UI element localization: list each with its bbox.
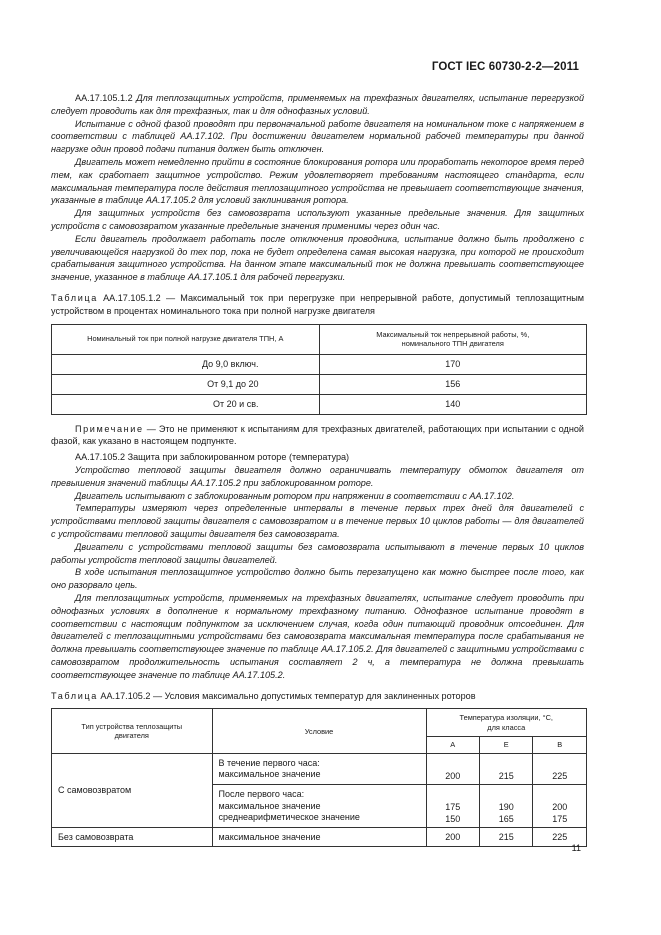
header-cell (319, 324, 587, 354)
value: 175 (445, 802, 461, 813)
value-cell (533, 785, 587, 828)
value-cell: 140 (319, 394, 587, 414)
note-text: — Это не применяют к испытаниям для трехфазных двигателей, работающих при испытании с одной фазой, как указано в настоящем подпункте. (51, 423, 584, 447)
paragraph: Испытание с одной фазой проводят при первоначальной работе двигателя на номинальном токе с напряжением в соответствии с таблицей АА.17.102. При достижении двигателем нормальной рабочей температуры при данной нагрузке один провод подачи питания должен быть отключен. (51, 118, 584, 155)
condition-cell: максимальное значение (212, 828, 426, 847)
header-line: Тип устройства теплозащиты (81, 721, 183, 731)
value-cell: 225 (533, 828, 587, 847)
header-cell (52, 709, 213, 754)
header-line: Максимальный ток непрерывной работы, %, (376, 329, 530, 339)
value-cell (479, 785, 532, 828)
value: 165 (498, 813, 514, 824)
condition-cell (212, 785, 426, 828)
table-row (52, 828, 587, 847)
table2-caption (51, 690, 584, 703)
cond-line: максимальное значение (218, 800, 321, 811)
paragraph: Устройство тепловой защиты двигателя должно ограничивать температуру обмоток двигателя от превышения значений таблицы АА.17.105.2 при заблокированном роторе. (51, 464, 584, 488)
paragraph: Для теплозащитных устройств, применяемых на трехфазных двигателях, испытание следует проводить при однофазных условиях в дополнение к нормальному трехфазному питанию. Однофазное испытание проводят в соответствии с настоящим подпунктом за исключением случая, когда один питающий проводник отсоединен. Для двигателей с теплозащитными устройствами без самовозврата максимальная температура после срабатывания не должна превышать соответствующее значение по таблице АА.17.105.2. Для двигателей с защитными устройствами с самовозвратом продолжительность испытания составляет 2 ч, а температура не должна превышать соответствующее значение по таблице АА.17.105.2. (51, 592, 584, 680)
class-e-header: E (479, 736, 532, 753)
header-line: Температура изоляции, °С, (459, 713, 553, 723)
header-line: двигателя (114, 731, 149, 741)
paragraph: Температуры измеряют через определенные интервалы в течение первых трех дней для двигателей с устройствами тепловой защиты двигателя с самовозвратом и в течение первых 10 циклов работы — для двигателей с устройствами тепловой защиты двигателя без самовозврата. (51, 503, 584, 539)
value-cell: 200 (426, 754, 479, 785)
cond-line: максимальное значение (218, 769, 321, 780)
table-header-row (52, 709, 587, 737)
table-row (52, 394, 587, 414)
table-row (52, 354, 587, 374)
class-b-header: B (533, 736, 587, 753)
note-label: Примечание (75, 423, 144, 434)
value: 200 (552, 802, 568, 813)
table-note (51, 423, 584, 449)
caption-text: АА.17.105.2 — Условия максимально допустимых температур для заклиненных роторов (100, 691, 476, 702)
value-cell: 156 (319, 374, 587, 394)
table-word: Таблица (51, 292, 98, 303)
header-cell: Условие (212, 709, 426, 754)
range-cell: До 9,0 включ. (52, 354, 320, 374)
cond-line: После первого часа: (218, 789, 305, 800)
caption-text: АА.17.105.1.2 — Максимальный ток при перегрузке при непрерывной работе, допустимый теплозащитным устройством в процентах номинального тока при полной нагрузке двигателя (51, 292, 584, 316)
value-cell: 170 (319, 354, 587, 374)
paragraph: Если двигатель продолжает работать после отключения проводника, испытание должно быть продолжено с увеличивающейся нагрузкой до тех пор, пока не будет определена самая высокая нагрузка, при которой не происходит срабатывания защитного устройства. На данном этапе максимальный ток не должна превышать соответствующее значение, указанное в таблице АА.17.105.1 для рабочей перегрузки. (51, 233, 584, 283)
header-line: номинального ТПН двигателя (401, 339, 504, 349)
clause-number: АА.17.105.1.2 (75, 93, 133, 103)
table-row (52, 754, 587, 785)
class-a-header: A (426, 736, 479, 753)
header-cell: Номинальный ток при полной нагрузке двигателя ТПН, А (52, 324, 320, 354)
value-cell: 200 (426, 828, 479, 847)
paragraph: Двигатель испытывают с заблокированным ротором при напряжении в соответствии с АА.17.102. (75, 490, 515, 501)
header-cell (426, 709, 587, 737)
table-header-row (52, 324, 587, 354)
header-line: для класса (487, 722, 526, 732)
table-max-current (51, 324, 587, 415)
paragraph: Двигатели с устройствами тепловой защиты без самовозврата испытывают в течение первых 10 циклов работы устройств тепловой защиты двигателей. (51, 541, 584, 565)
cond-line: В течение первого часа: (218, 757, 320, 768)
cond-line: среднеарифметическое значение (218, 812, 360, 823)
value-cell: 215 (479, 828, 532, 847)
paragraph (51, 92, 584, 118)
range-cell: От 9,1 до 20 (52, 374, 320, 394)
section-heading: АА.17.105.2 Защита при заблокированном роторе (температура) (75, 452, 350, 463)
paragraph: В ходе испытания теплозащитное устройство должно быть перезапущено как можно быстрее после того, как оно разорвало цепь. (51, 567, 584, 591)
paragraph: Двигатель может немедленно прийти в состояние блокирования ротора или проработать некоторое время перед тем, как сработает защитное устройство. Режим удовлетворяет требованиям настоящего стандарта, если максимальная температура после действия теплозащитного устройства не превышает соответствующие значения, указанные в таблице АА.17.105.2 для условий заклинивания ротора. (51, 156, 584, 206)
range-cell: От 20 и св. (52, 394, 320, 414)
condition-cell (212, 754, 426, 785)
body-text (51, 92, 584, 847)
paragraph: Для защитных устройств без самовозврата используют указанные предельные значения. Для защитных устройств с самовозвратом указанные предельные значения применимы через один час. (51, 208, 584, 231)
value: 175 (552, 813, 568, 824)
type-cell: Без самовозврата (52, 828, 213, 847)
standard-code: ГОСТ IEC 60730-2-2—2011 (431, 61, 579, 73)
value-cell (426, 785, 479, 828)
value: 150 (445, 813, 461, 824)
value: 190 (498, 802, 514, 813)
clause-text: Для теплозащитных устройств, применяемых на трехфазных двигателях, испытание перегрузкой следует проводить как для трехфазных, так и для однофазных условий. (51, 93, 584, 116)
table-locked-rotor-temps (51, 708, 587, 847)
table-row (52, 374, 587, 394)
page-number: 11 (571, 843, 581, 853)
type-cell: С самовозвратом (52, 754, 213, 828)
table1-caption (51, 292, 584, 318)
table-word: Таблица (51, 691, 98, 702)
value-cell: 225 (533, 754, 587, 785)
value-cell: 215 (479, 754, 532, 785)
